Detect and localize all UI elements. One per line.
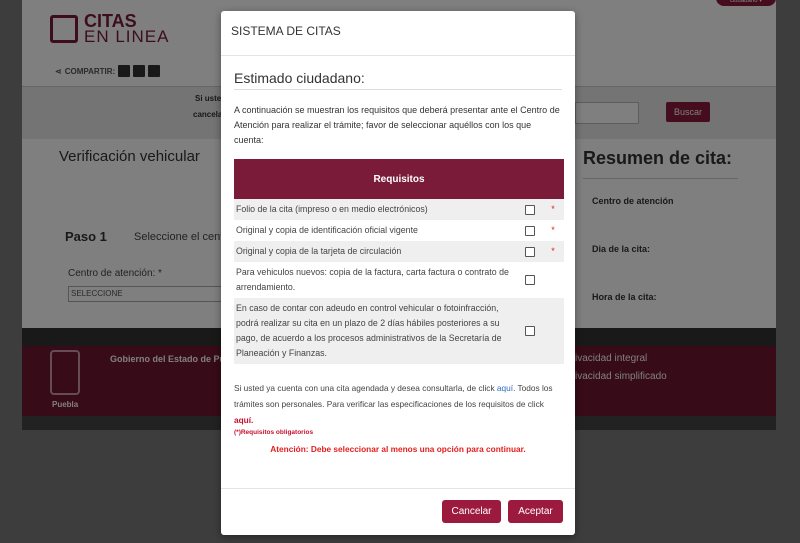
- requirement-checkbox[interactable]: [525, 226, 535, 236]
- requirements-header: Requisitos: [234, 159, 564, 199]
- note-text-2: . Todos los trámites son personales. Para verificar las especificaciones de los requisitos de click: [234, 383, 553, 409]
- requirements-link[interactable]: aquí.: [234, 415, 254, 425]
- requirements-modal: [221, 11, 575, 535]
- required-mark: *: [542, 241, 564, 262]
- requirement-checkbox[interactable]: [525, 326, 535, 336]
- requirement-row: [234, 241, 564, 262]
- requirement-text: En caso de contar con adeudo en control vehicular o fotoinfracción, podrá realizar su cita en un plazo de 2 días hábiles posteriores a su pago, de acuerdo a los procesos administrativos de la Secretaría de Planeación y Finanzas.: [234, 298, 518, 364]
- required-note: (*)Requisitos obligatorios: [234, 429, 314, 436]
- note-text-1: Si usted ya cuenta con una cita agendada y desea consultarla, de click: [234, 383, 497, 393]
- requirement-row: [234, 199, 564, 220]
- consult-note: [234, 380, 562, 428]
- requirements-table: [234, 159, 564, 364]
- requirement-checkbox[interactable]: [525, 205, 535, 215]
- requirement-row: [234, 220, 564, 241]
- consult-link[interactable]: aquí: [496, 383, 514, 393]
- modal-intro: A continuación se muestran los requisitos que deberá presentar ante el Centro de Atención para realizar el trámite; favor de seleccionar aquéllos con los que cuenta:: [234, 105, 560, 145]
- requirement-text: Original y copia de identificación oficial vigente: [234, 220, 518, 241]
- modal-title: SISTEMA DE CITAS: [221, 11, 575, 56]
- modal-subtitle: Estimado ciudadano:: [234, 70, 562, 90]
- cancel-button[interactable]: Cancelar: [442, 500, 501, 523]
- requirement-row: [234, 262, 564, 298]
- accept-button[interactable]: Aceptar: [508, 500, 563, 523]
- requirement-text: Folio de la cita (impreso o en medio electrónicos): [234, 199, 518, 220]
- warning-message: Atención: Debe seleccionar al menos una opción para continuar.: [270, 444, 526, 454]
- requirement-checkbox[interactable]: [525, 247, 535, 257]
- requirement-text: Para vehiculos nuevos: copia de la factura, carta factura o contrato de arrendamiento.: [234, 262, 518, 298]
- requirement-text: Original y copia de la tarjeta de circulación: [234, 241, 518, 262]
- modal-footer: [221, 488, 575, 535]
- requirement-row: [234, 298, 564, 364]
- required-mark: *: [542, 199, 564, 220]
- required-mark: *: [542, 220, 564, 241]
- requirement-checkbox[interactable]: [525, 275, 535, 285]
